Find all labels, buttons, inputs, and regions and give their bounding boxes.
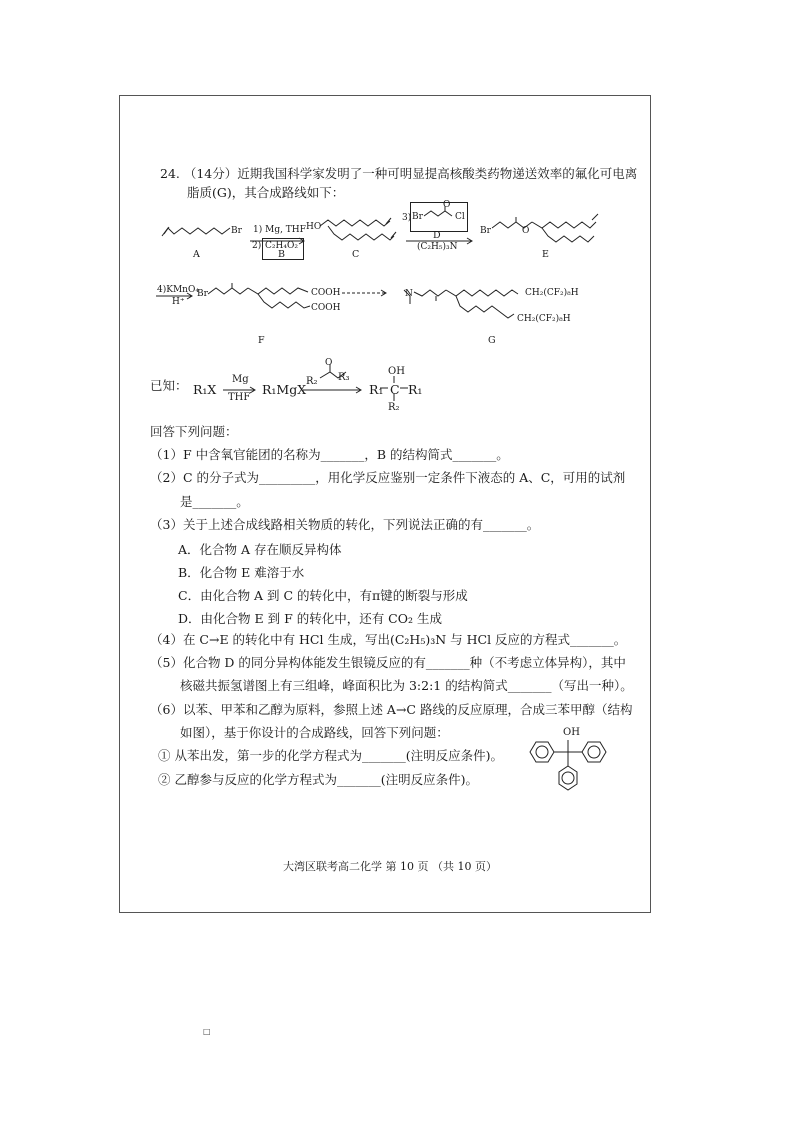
trityl-oh: OH [563,727,580,738]
question-4: （4）在 C→E 的转化中有 HCl 生成，写出(C₂H₅)₃N 与 HCl 反应的方程式_______。 [150,632,627,647]
compound-g-structure [398,278,522,338]
reagent-b-label: B [278,249,285,260]
question-header: 24. （14分）近期我国科学家发明了一种可明显提高核酸类药物递送效率的氟化可电离 [160,166,638,181]
question-3-option-c: C．由化合物 A 到 C 的转化中，有π键的断裂与形成 [178,588,468,603]
question-6-part-2: ② 乙醇参与反应的化学方程式为_______(注明反应条件)。 [158,772,478,787]
trityl-alcohol-structure [520,730,620,802]
known-label: 已知： [150,378,188,393]
step2-number: 2) [252,241,262,251]
compound-a-structure [160,222,240,244]
reagent-d-label: D [433,230,441,241]
compound-e-br: Br [480,226,491,236]
known-r1x: R₁X [193,382,217,397]
question-3-option-a: A．化合物 A 存在顺反异构体 [178,542,342,557]
question-6-cont: 如图），基于你设计的合成路线，回答下列问题： [180,725,449,740]
page-footer: 大湾区联考高二化学 第 10 页 （共 10 页） [283,860,497,873]
compound-c-label: C [352,249,360,260]
known-ester-structure [316,362,356,382]
step3-number: 3) [402,213,412,223]
compound-a-br: Br [231,226,242,236]
known-product-r1b: R₁ [408,382,423,397]
known-arrow-2 [303,387,365,393]
known-thf: THF [228,392,251,403]
compound-g-n: N [405,289,413,299]
reagent-d-br: Br [412,212,423,222]
compound-c-ho: HO [306,222,322,232]
compound-c-structure [320,212,400,248]
question-3-option-d: D．由化合物 E 到 F 的转化中，还有 CO₂ 生成 [178,611,442,626]
known-ester-r3: R₃ [338,372,350,383]
step4-acid: H⁺ [172,297,185,307]
reagent-d-cl: Cl [455,212,465,222]
compound-f-label: F [258,335,265,346]
compound-f-cooh-1: COOH [311,288,341,298]
compound-g-label: G [488,335,496,346]
compound-g-chain-1: CH₂(CF₂)₈H [525,288,579,298]
stray-mark: □ [203,1027,211,1036]
known-product-oh: OH [388,366,405,377]
known-product-c: C [390,382,400,397]
question-3: （3）关于上述合成线路相关物质的转化，下列说法正确的有_______。 [150,517,540,532]
compound-a-label: A [193,249,200,260]
known-r1mgx: R₁MgX [262,382,307,397]
step1-conditions: 1) Mg, THF [253,225,306,235]
known-ester-o: O [325,358,333,368]
questions-intro: 回答下列问题： [150,424,238,439]
question-6-part-1: ① 从苯出发，第一步的化学方程式为_______(注明反应条件)。 [158,748,503,763]
reagent-d-o: O [443,200,451,210]
reaction-arrow-dashed [342,290,390,296]
compound-f-br: Br [197,289,208,299]
question-5-cont: 核磁共振氢谱图上有三组峰，峰面积比为 3:2:1 的结构简式_______（写出一种）。 [180,678,633,693]
step4-reagent: 4)KMnO₄ [157,285,199,295]
question-5: （5）化合物 D 的同分异构体能发生银镜反应的有_______种（不考虑立体异构），其中 [150,655,626,670]
question-2: （2）C 的分子式为_________，用化学反应鉴别一定条件下液态的 A、C，可用的试剂 [150,470,626,485]
known-product-r1a: R₁ [369,382,384,397]
known-ester-r2: R₂ [306,376,318,387]
question-3-option-b: B．化合物 E 难溶于水 [178,565,305,580]
compound-f-cooh-2: COOH [311,303,341,313]
question-header-cont: 脂质(G)，其合成路线如下： [187,185,345,200]
known-mg: Mg [232,374,249,385]
step2-reagent: C₂H₄O₂ [265,241,298,251]
compound-g-chain-2: CH₂(CF₂)₈H [517,314,571,324]
reagent-d-structure [424,206,454,224]
question-2-cont: 是_______。 [180,494,249,509]
compound-f-structure [208,276,318,316]
step3-base: (C₂H₅)₃N [417,242,458,252]
compound-e-o: O [522,226,530,236]
question-1: （1）F 中含氧官能团的名称为_______，B 的结构简式_______。 [150,447,509,462]
question-6: （6）以苯、甲苯和乙醇为原料，参照上述 A→C 路线的反应原理，合成三苯甲醇（结构 [150,702,633,717]
compound-e-label: E [542,249,549,260]
known-product-r2: R₂ [388,402,400,413]
compound-e-structure [492,208,604,248]
